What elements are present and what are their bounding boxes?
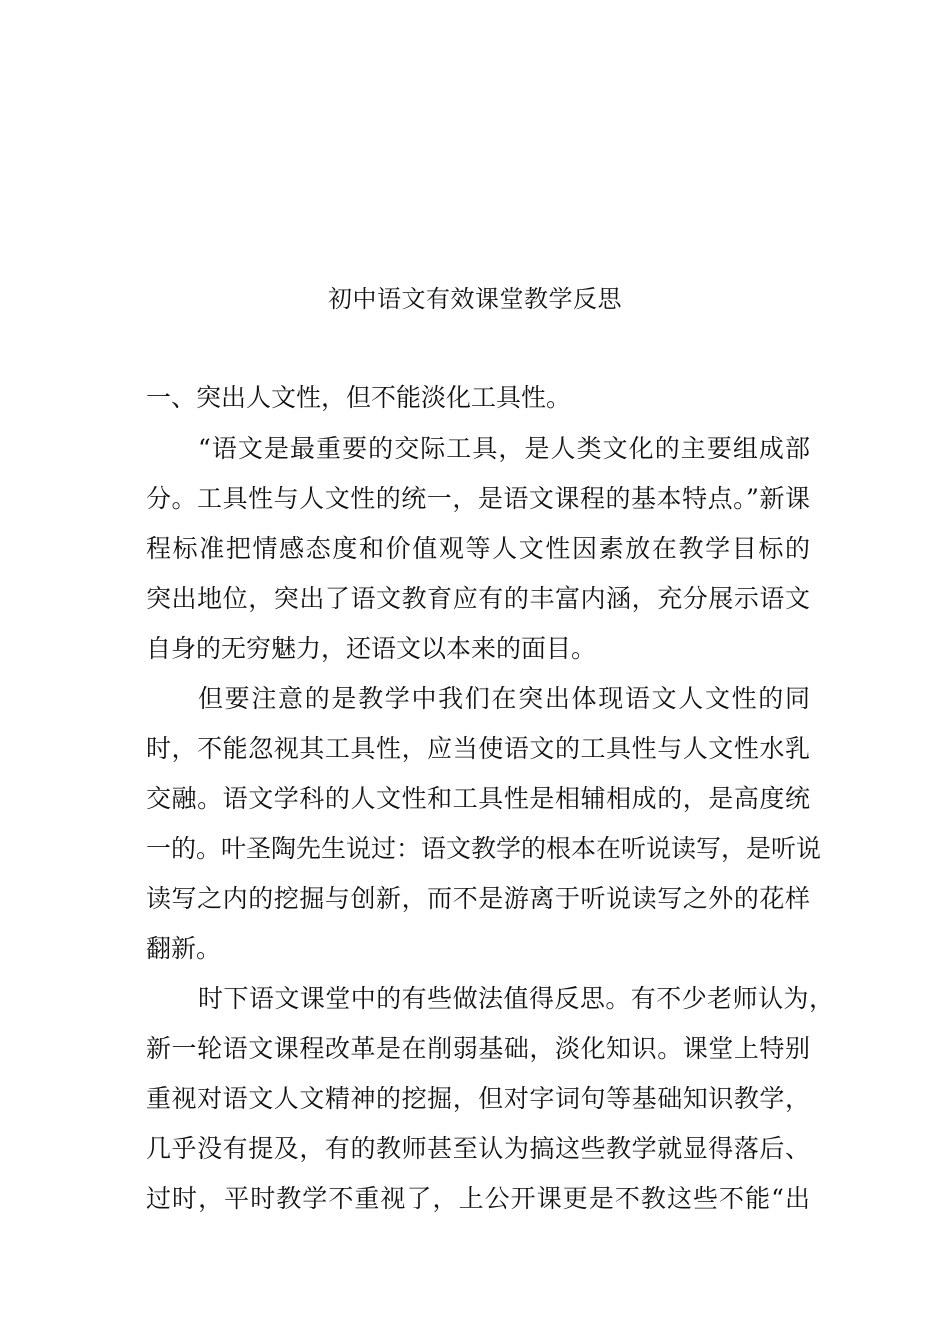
paragraph-3-line-5: 过时，平时教学不重视了，上公开课更是不教这些不能“出 xyxy=(146,1184,810,1213)
paragraph-2-line-5: 读写之内的挖掘与创新，而不是游离于听说读写之外的花样 xyxy=(146,884,810,913)
paragraph-1-line-4: 突出地位，突出了语文教育应有的丰富内涵，充分展示语文 xyxy=(146,584,810,613)
paragraph-1-line-5: 自身的无穷魅力，还语文以本来的面目。 xyxy=(146,634,597,663)
paragraph-2-line-6: 翻新。 xyxy=(146,934,222,963)
paragraph-3-line-3: 重视对语文人文精神的挖掘，但对字词句等基础知识教学， xyxy=(146,1084,810,1113)
paragraph-2-line-4: 一的。叶圣陶先生说过：语文教学的根本在听说读写，是听说 xyxy=(146,834,822,863)
paragraph-2-line-1: 但要注意的是教学中我们在突出体现语文人文性的同 xyxy=(198,684,810,713)
paragraph-2-line-3: 交融。语文学科的人文性和工具性是相辅相成的，是高度统 xyxy=(146,784,810,813)
paragraph-3-line-2: 新一轮语文课程改革是在削弱基础，淡化知识。课堂上特别 xyxy=(146,1034,810,1063)
paragraph-1-line-1: “语文是最重要的交际工具，是人类文化的主要组成部 xyxy=(198,434,810,463)
document-title: 初中语文有效课堂教学反思 xyxy=(328,285,622,313)
paragraph-3-line-4: 几乎没有提及，有的教师甚至认为搞这些教学就显得落后、 xyxy=(146,1134,810,1163)
section-heading: 一、突出人文性，但不能淡化工具性。 xyxy=(146,383,572,412)
paragraph-1-line-2: 分。工具性与人文性的统一，是语文课程的基本特点。”新课 xyxy=(146,484,810,513)
paragraph-2-line-2: 时，不能忽视其工具性，应当使语文的工具性与人文性水乳 xyxy=(146,734,810,763)
paragraph-1-line-3: 程标准把情感态度和价值观等人文性因素放在教学目标的 xyxy=(146,534,810,563)
paragraph-3-line-1: 时下语文课堂中的有些做法值得反思。有不少老师认为， xyxy=(198,984,834,1013)
